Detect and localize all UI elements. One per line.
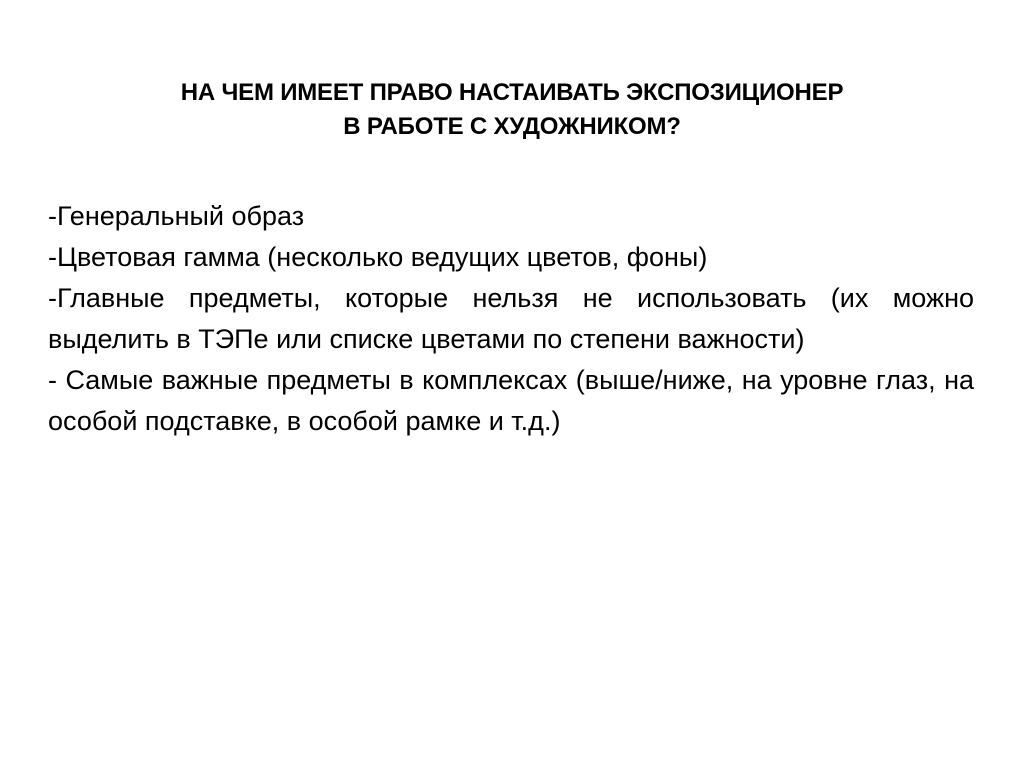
- slide-title-line-2: В РАБОТЕ С ХУДОЖНИКОМ?: [343, 113, 681, 140]
- bullet-item-1: -Генеральный образ: [48, 201, 305, 231]
- slide-title: [60, 76, 964, 144]
- bullet-item-4: - Самые важные предметы в комплексах (выше/ниже, на уровне глаз, на особой подставке, в особой рамке и т.д.): [48, 365, 974, 436]
- bullet-item-2: -Цветовая гамма (несколько ведущих цветов, фоны): [48, 242, 708, 272]
- bullet-item-3: -Главные предметы, которые нельзя не использовать (их можно выделить в ТЭПе или списке цветами по степени важности): [48, 283, 974, 354]
- slide-body: [48, 196, 974, 442]
- slide-title-line-1: НА ЧЕМ ИМЕЕТ ПРАВО НАСТАИВАТЬ ЭКСПОЗИЦИОНЕР: [180, 79, 844, 106]
